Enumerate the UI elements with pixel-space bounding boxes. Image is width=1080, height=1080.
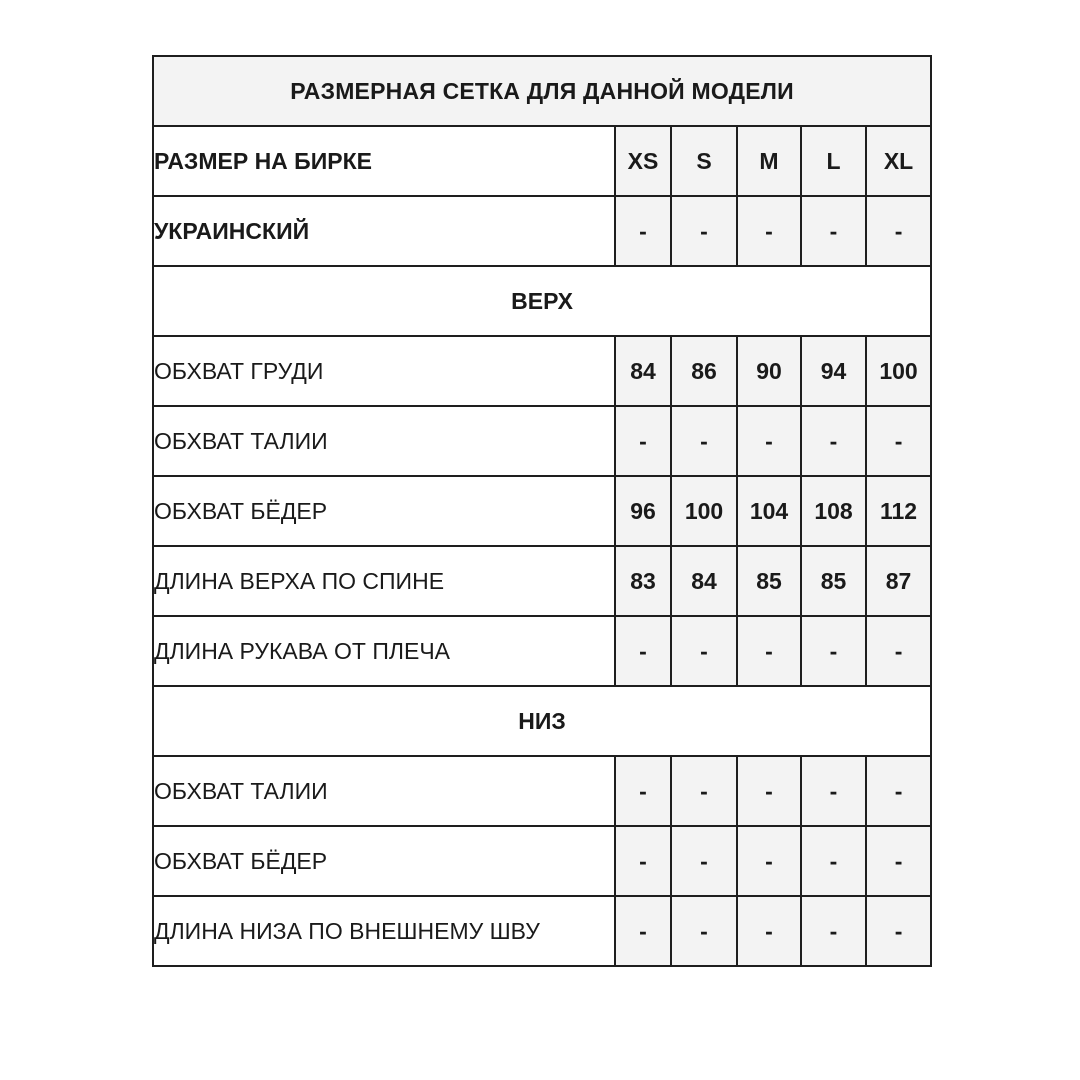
table-cell: - [671, 406, 737, 476]
size-xl-header: XL [866, 126, 931, 196]
table-cell: - [615, 616, 671, 686]
table-title: РАЗМЕРНАЯ СЕТКА ДЛЯ ДАННОЙ МОДЕЛИ [153, 56, 931, 126]
section-bottom-title: НИЗ [153, 686, 931, 756]
table-cell: 112 [866, 476, 931, 546]
table-cell: - [615, 196, 671, 266]
table-cell: 84 [671, 546, 737, 616]
size-m-header: M [737, 126, 801, 196]
table-cell: - [615, 406, 671, 476]
table-cell: - [737, 756, 801, 826]
size-xs-header: XS [615, 126, 671, 196]
table-cell: - [671, 616, 737, 686]
table-cell: - [801, 826, 866, 896]
table-cell: - [866, 196, 931, 266]
table-cell: 94 [801, 336, 866, 406]
table-cell: - [671, 756, 737, 826]
table-row [153, 616, 931, 686]
table-cell: - [737, 616, 801, 686]
measurement-label: ДЛИНА НИЗА ПО ВНЕШНЕМУ ШВУ [153, 896, 615, 966]
size-header-row [153, 126, 931, 196]
table-cell: 85 [801, 546, 866, 616]
table-cell: 100 [866, 336, 931, 406]
table-cell: 96 [615, 476, 671, 546]
table-cell: - [671, 196, 737, 266]
table-cell: - [737, 896, 801, 966]
table-cell: 84 [615, 336, 671, 406]
table-cell: 85 [737, 546, 801, 616]
section-header-row [153, 266, 931, 336]
table-row [153, 336, 931, 406]
table-cell: 108 [801, 476, 866, 546]
table-cell: - [615, 896, 671, 966]
size-header-label: РАЗМЕР НА БИРКЕ [153, 126, 615, 196]
table-cell: - [615, 756, 671, 826]
size-chart-table [152, 55, 932, 967]
table-row [153, 476, 931, 546]
table-cell: - [866, 406, 931, 476]
table-cell: - [737, 406, 801, 476]
section-header-row [153, 686, 931, 756]
table-cell: - [866, 616, 931, 686]
table-cell: 104 [737, 476, 801, 546]
table-cell: - [801, 616, 866, 686]
ukrainian-size-row [153, 196, 931, 266]
table-cell: 86 [671, 336, 737, 406]
table-cell: 100 [671, 476, 737, 546]
measurement-label: ОБХВАТ ТАЛИИ [153, 756, 615, 826]
table-row [153, 756, 931, 826]
measurement-label: ОБХВАТ ГРУДИ [153, 336, 615, 406]
measurement-label: ОБХВАТ БЁДЕР [153, 476, 615, 546]
table-cell: 83 [615, 546, 671, 616]
ukrainian-size-label: УКРАИНСКИЙ [153, 196, 615, 266]
table-cell: - [801, 896, 866, 966]
table-cell: 90 [737, 336, 801, 406]
table-cell: 87 [866, 546, 931, 616]
measurement-label: ДЛИНА РУКАВА ОТ ПЛЕЧА [153, 616, 615, 686]
size-l-header: L [801, 126, 866, 196]
table-row [153, 546, 931, 616]
table-cell: - [866, 756, 931, 826]
title-row [153, 56, 931, 126]
measurement-label: ОБХВАТ БЁДЕР [153, 826, 615, 896]
measurement-label: ОБХВАТ ТАЛИИ [153, 406, 615, 476]
table-row [153, 896, 931, 966]
table-cell: - [737, 826, 801, 896]
table-row [153, 406, 931, 476]
table-cell: - [737, 196, 801, 266]
table-cell: - [866, 826, 931, 896]
table-cell: - [801, 196, 866, 266]
section-top-title: ВЕРХ [153, 266, 931, 336]
table-cell: - [801, 756, 866, 826]
measurement-label: ДЛИНА ВЕРХА ПО СПИНЕ [153, 546, 615, 616]
table-row [153, 826, 931, 896]
table-cell: - [671, 826, 737, 896]
size-s-header: S [671, 126, 737, 196]
table-cell: - [801, 406, 866, 476]
table-cell: - [671, 896, 737, 966]
table-cell: - [866, 896, 931, 966]
table-cell: - [615, 826, 671, 896]
